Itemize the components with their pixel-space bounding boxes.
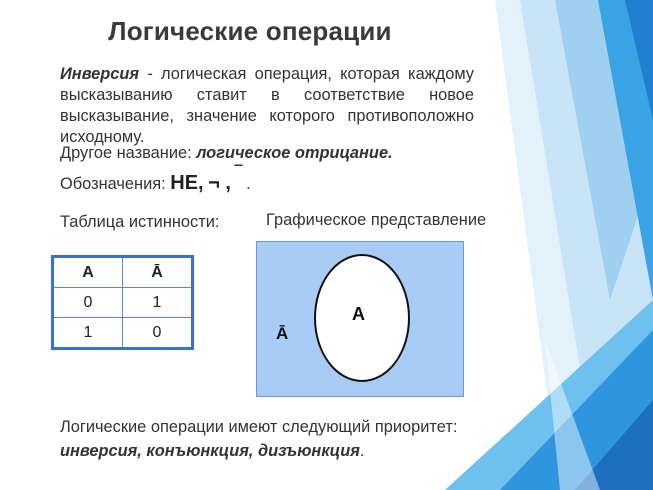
- notation-line: [60, 163, 251, 195]
- other-name-value: логическое отрицание.: [196, 144, 393, 162]
- table-row: [53, 288, 193, 318]
- other-name-line: [60, 144, 393, 163]
- truth-table-header-row: [53, 257, 193, 288]
- truth-table-header-a: A: [53, 257, 123, 288]
- priority-text: Логические операции имеют следующий приоритет:: [60, 418, 458, 436]
- notation-overbar: ‾: [235, 163, 242, 183]
- table-cell: 0: [123, 318, 193, 349]
- table-cell: 1: [53, 318, 123, 349]
- truth-table-header-not-a: Ā: [123, 257, 193, 288]
- other-name-label: Другое название:: [60, 144, 197, 162]
- notation-label: Обозначения:: [60, 175, 171, 193]
- table-cell: 1: [123, 288, 193, 318]
- priority-order-line: [60, 442, 364, 461]
- definition-text: логическая операция, которая каждому высказыванию ставит в соответствие новое высказывание, значение которого противоположно исходному.: [60, 65, 474, 146]
- venn-inside-label: A: [352, 304, 365, 324]
- priority-order: инверсия, конъюнкция, дизъюнкция: [60, 442, 360, 460]
- notation-end: .: [246, 175, 251, 193]
- slide-title: Логические операции: [108, 16, 392, 46]
- definition-dash: -: [139, 65, 162, 83]
- truth-table: [51, 255, 194, 350]
- truth-table-label: Таблица истинности:: [60, 213, 220, 231]
- notation-neg-symbol: ¬ ,: [208, 172, 231, 194]
- venn-diagram: [256, 241, 464, 397]
- table-cell: 0: [53, 288, 123, 318]
- definition-paragraph: [60, 64, 474, 148]
- notation-not: НЕ,: [170, 172, 204, 194]
- definition-term: Инверсия: [60, 65, 140, 83]
- priority-end: .: [359, 442, 365, 460]
- venn-outside-label: Ā: [276, 324, 289, 343]
- graphic-label: Графическое представление: [266, 211, 487, 229]
- table-row: [53, 318, 193, 349]
